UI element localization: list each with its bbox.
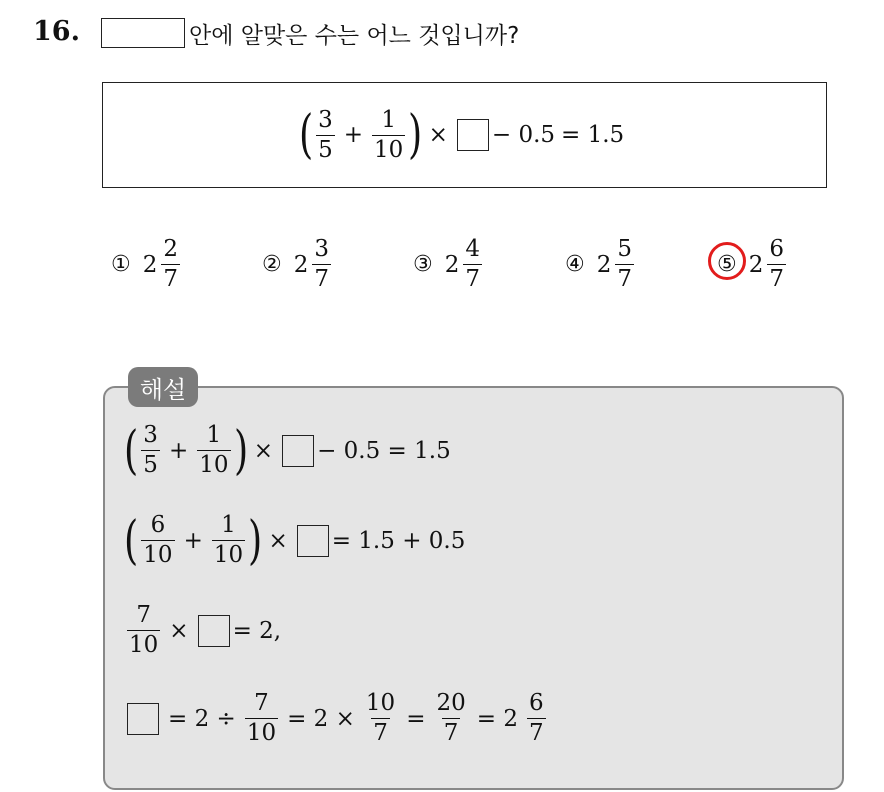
question-prompt — [101, 15, 519, 51]
solution-line-2: ( $\frac{6}{10}$ + $\frac{1}{10}$ ) × = 1.5 + 0.5 — [124, 510, 466, 571]
choice-marker: ④ — [565, 252, 585, 277]
equation: ( $\frac{3}{5}$ + $\frac{1}{10}$ ) × − 0.5 = 1.5 — [298, 105, 625, 165]
selected-circle-mark — [708, 242, 746, 280]
choice-3[interactable]: ③ 2 $\frac{4}{7}$ — [413, 236, 481, 292]
choice-1[interactable]: ① 2 $\frac{2}{7}$ — [111, 236, 179, 292]
answer-blank-box — [101, 18, 185, 48]
solution-line-1: ( $\frac{3}{5}$ + $\frac{1}{10}$ ) × − 0.5 = 1.5 — [124, 420, 451, 481]
right-paren: ) — [408, 105, 423, 165]
question-text: 안에 알맞은 수는 어느 것입니까? — [189, 22, 520, 49]
answer-choices — [0, 238, 884, 300]
solution-label: 해설 — [128, 367, 198, 407]
left-paren: ( — [298, 105, 314, 165]
choice-4[interactable]: ④ 2 $\frac{5}{7}$ — [565, 236, 633, 292]
answer-square — [282, 435, 314, 467]
equation-box — [102, 82, 827, 188]
question-number: 16. — [33, 16, 80, 47]
choice-marker: ② — [262, 252, 282, 277]
choice-marker: ⑤ — [717, 252, 737, 277]
answer-square — [198, 615, 230, 647]
fraction: $\frac{1}{10}$ — [374, 106, 404, 163]
solution-line-4: = 2 ÷ $\frac{7}{10}$ = 2 × $\frac{10}{7}$ = $\frac{20}{7}$ = 2 $\frac{6}{7}$ — [124, 692, 549, 745]
solution-line-3: $\frac{7}{10}$ × = 2, — [129, 602, 282, 658]
answer-square — [127, 703, 159, 735]
answer-square — [457, 119, 489, 151]
fraction: $\frac{3}{5}$ — [318, 106, 333, 163]
choice-marker: ③ — [413, 252, 433, 277]
choice-2[interactable]: ② 2 $\frac{3}{7}$ — [262, 236, 330, 292]
answer-square — [297, 525, 329, 557]
choice-marker: ① — [111, 252, 131, 277]
choice-5[interactable]: ⑤ 2 $\frac{6}{7}$ — [717, 238, 789, 291]
